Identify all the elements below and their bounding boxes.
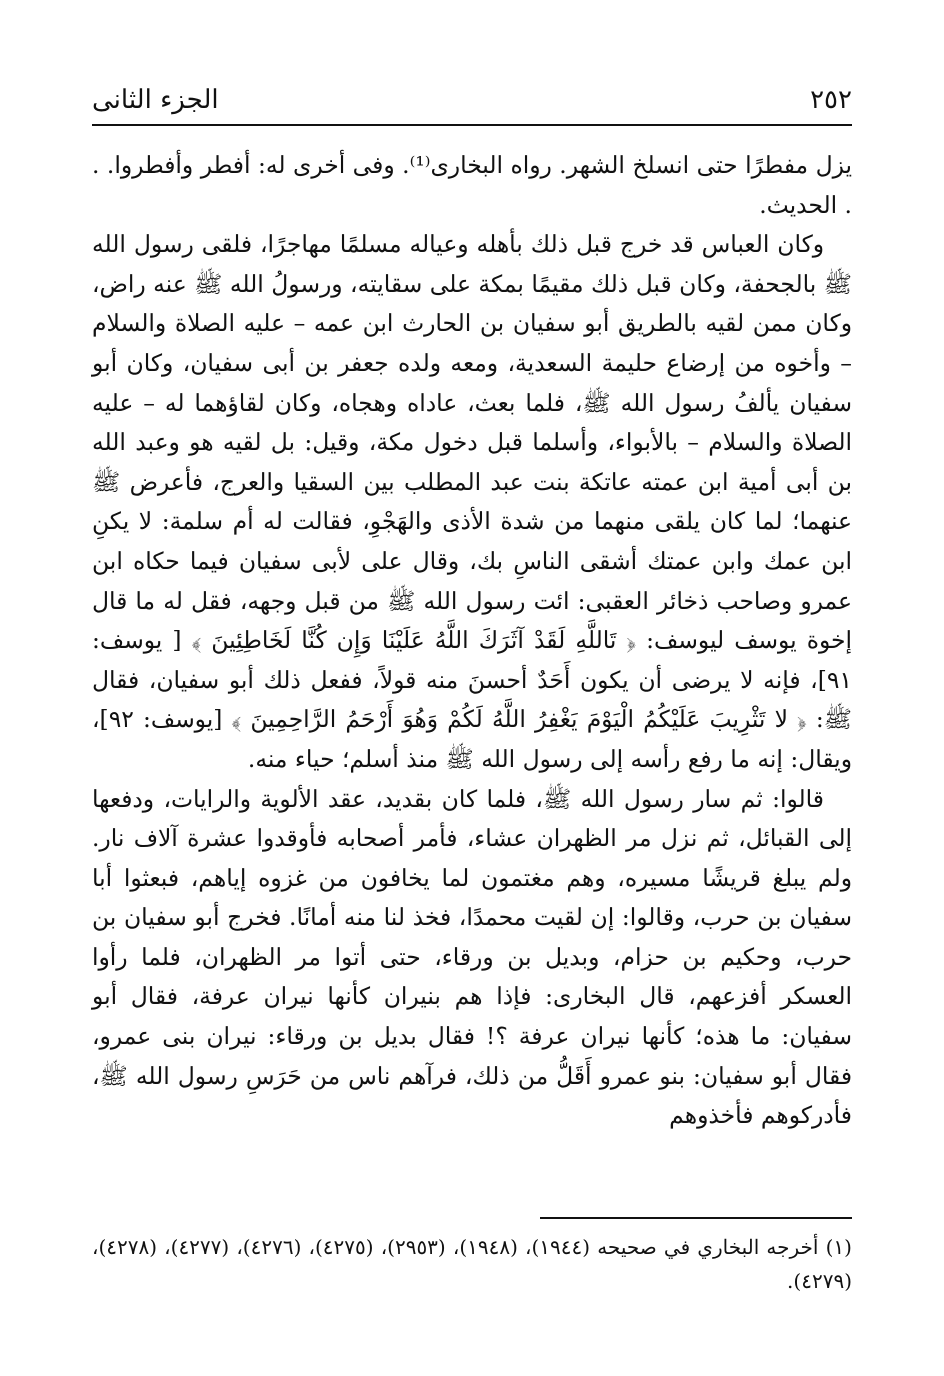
header-divider xyxy=(92,124,852,126)
running-header xyxy=(92,78,852,122)
paragraph: يزل مفطرًا حتى انسلخ الشهر. رواه البخارى⁽¹⁾. وفى أخرى له: أفطر وأفطروا. . . الحديث. xyxy=(92,151,852,219)
paragraph: وكان العباس قد خرج قبل ذلك بأهله وعياله مسلمًا مهاجرًا، فلقى رسول الله ﷺ بالجحفة، وكان قبل ذلك مقيمًا بمكة على سقايته، ورسولُ الله ﷺ عنه راض، وكان ممن لقيه بالطريق أبو سفيان بن الحارث ابن عمه – عليه الصلاة والسلام – وأخوه من إرضاع حليمة السعدية، ومعه ولده جعفر بن أبى سفيان، وكان أبو سفيان يألفُ رسول الله ﷺ، فلما بعث، عاداه وهجاه، وكان لقاؤهما له – عليه الصلاة والسلام – بالأبواء، وأسلما قبل دخول مكة، وقيل: بل لقيه هو وعبد الله بن أبى أمية ابن عمته عاتكة بنت عبد المطلب بين السقيا والعرج، فأعرض ﷺ عنهما؛ لما كان يلقى منهما من شدة الأذى والهَجْوِ، فقالت له أم سلمة: لا يكنِ ابن عمك وابن عمتك أشقى الناسِ بك، وقال على لأبى سفيان فيما حكاه ابن عمرو وصاحب ذخائر العقبى: ائت رسول الله ﷺ من قبل وجهه، فقل له ما قال إخوة يوسف ليوسف: ﴿ تَاللَّهِ لَقَدْ آثَرَكَ اللَّهُ عَلَيْنَا وَإِن كُنَّا لَخَاطِئِينَ ﴾ [ يوسف: ٩١]، فإنه لا يرضى أن يكون أَحَدٌ أحسنَ منه قولاً، ففعل ذلك أبو سفيان، فقال ﷺ: ﴿ لا تَثْرِيبَ عَلَيْكُمُ الْيَوْمَ يَغْفِرُ اللَّهُ لَكُمْ وَهُوَ أَرْحَمُ الرَّاحِمِينَ ﴾ [يوسف: ٩٢]، ويقال: إنه ما رفع رأسه إلى رسول الله ﷺ منذ أسلم؛ حياء منه. xyxy=(92,230,852,773)
footnote xyxy=(92,1230,852,1298)
footnote-divider xyxy=(540,1217,852,1219)
page-number: ٢٥٢ xyxy=(810,85,852,115)
paragraph: قالوا: ثم سار رسول الله ﷺ، فلما كان بقديد، عقد الألوية والرايات، ودفعها إلى القبائل، ثم نزل مر الظهران عشاء، فأمر أصحابه فأوقدوا عشرة آلاف نار. ولم يبلغ قريشًا مسيره، وهم مغتمون لما يخافون من غزوه إياهم، فبعثوا أبا سفيان بن حرب، وقالوا: إن لقيت محمدًا، فخذ لنا منه أمانًا. فخرج أبو سفيان بن حرب، وحكيم بن حزام، وبديل بن ورقاء، حتى أتوا مر الظهران، فلما رأوا العسكر أفزعهم، قال البخارى: فإذا هم بنيران كأنها نيران عرفة، فقال أبو سفيان: ما هذه؛ كأنها نيران عرفة ؟! فقال بديل بن ورقاء: نيران بنى عمرو، فقال أبو سفيان: بنو عمرو أَقَلُّ من ذلك، فرآهم ناس من حَرَسِ رسول الله ﷺ، فأدركوهم فأخذوهم xyxy=(92,784,852,1130)
footnote-text: (١) أخرجه البخاري في صحيحه (١٩٤٤)، (١٩٤٨)، (٢٩٥٣)، (٤٢٧٥)، (٤٢٧٦)، (٤٢٧٧)، (٤٢٧٨)، (٤٢٧٩). xyxy=(92,1235,852,1293)
part-title: الجزء الثانى xyxy=(92,85,219,115)
main-text xyxy=(92,146,852,1136)
